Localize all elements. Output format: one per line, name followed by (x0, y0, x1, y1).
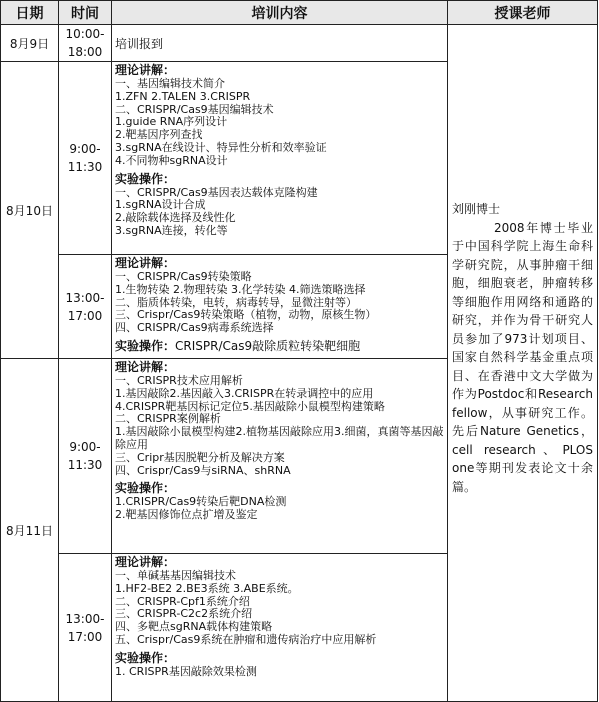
content-line: 一、单碱基基因编辑技术 (115, 569, 236, 582)
teacher-bio: 2008年博士毕业于中国科学院上海生命科学研究院，从事肿瘤干细胞，细胞衰老，肿瘤转移等细胞作用网络和通路的研究，并作为骨干研究人员参加了973计划项目、国家自然科学基金重点项目、在香港中文大学做为作为Postdoc和Research fellow，从事研究工作。先后Nature Genetics，cell research、PLOS one等期刊发表论文十余篇。 (452, 220, 593, 494)
content-line: 1.guide RNA序列设计 (115, 115, 228, 129)
time-start: 9:00- (69, 440, 101, 454)
schedule-row-registration (1, 25, 598, 62)
content-cell (112, 62, 448, 255)
content-line: 二、CRISPR-Cpf1系统介绍 (115, 594, 250, 608)
content-line: 四、CRISPR/Cas9病毒系统选择 (115, 321, 274, 335)
time-cell (59, 62, 112, 255)
practice-text: CRISPR/Cas9敲除质粒转染靶细胞 (175, 338, 361, 353)
theory-heading: 理论讲解： (115, 555, 176, 569)
content-line: 2.靶基因序列查找 (115, 128, 203, 142)
content-line: 1.sgRNA设计合成 (115, 198, 206, 212)
time-end: 17:00 (67, 308, 103, 323)
time-cell (59, 359, 112, 554)
practice-heading: 实验操作： (115, 171, 176, 186)
time-start: 13:00- (65, 290, 105, 305)
theory-heading: 理论讲解： (115, 63, 176, 77)
date-cell: 8月10日 (1, 62, 59, 359)
content-cell (112, 255, 448, 359)
content-line: 四、多靶点sgRNA载体构建策略 (115, 620, 273, 634)
content-line: 1.HF2-BE2 2.BE3系统 3.ABE系统。 (115, 581, 299, 595)
content-line: 四、Crispr/Cas9与siRNA、shRNA (115, 463, 291, 477)
date-cell: 8月9日 (1, 25, 59, 62)
content-line: 一、CRISPR/Cas9基因表达载体克隆构建 (115, 185, 318, 199)
content-line: 3.sgRNA连接，转化等 (115, 223, 228, 237)
content-line: 一、CRISPR技术应用解析 (115, 374, 243, 387)
content-line: 二、CRISPR/Cas9基因编辑技术 (115, 102, 274, 116)
header-row (1, 1, 598, 25)
content-cell (112, 359, 448, 554)
time-start: 10:00- (65, 27, 105, 41)
header-content: 培训内容 (112, 1, 448, 25)
content-line: 三、Crispr/Cas9转染策略（植物，动物，原核生物） (115, 308, 377, 322)
time-end: 11:30 (67, 160, 103, 174)
content-cell: 培训报到 (112, 25, 448, 62)
content-line: 2.靶基因修饰位点扩增及鉴定 (115, 508, 258, 522)
content-line: 4.CRISPR靶基因标记定位5.基因敲除小鼠模型构建策略 (115, 399, 385, 413)
content-line: 三、Cripr基因脱靶分析及解决方案 (115, 450, 285, 464)
teacher-name: 刘刚博士 (452, 202, 501, 216)
content-line: 1. CRISPR基因敲除效果检测 (115, 664, 257, 678)
time-start: 9:00- (69, 142, 101, 156)
date-cell: 8月11日 (1, 359, 59, 702)
header-teacher: 授课老师 (448, 1, 598, 25)
header-time: 时间 (59, 1, 112, 25)
time-cell (59, 25, 112, 62)
content-line: 2.敲除载体选择及线性化 (115, 211, 236, 225)
practice-heading: 实验操作： (115, 481, 176, 496)
time-end: 11:30 (67, 458, 103, 472)
content-line: 4.不同物种sgRNA设计 (115, 153, 228, 167)
theory-heading: 理论讲解： (115, 256, 176, 270)
time-cell (59, 554, 112, 702)
theory-heading: 理论讲解： (115, 360, 176, 374)
content-cell (112, 554, 448, 702)
practice-heading-label: 实验操作： (115, 338, 176, 353)
content-line: 1.基因敲除小鼠模型构建2.植物基因敲除应用3.细菌，真菌等基因敲除应用 (115, 425, 444, 451)
content-line: 一、基因编辑技术简介 (115, 77, 225, 90)
teacher-cell (448, 25, 598, 702)
content-line: 二、CRISPR案例解析 (115, 412, 221, 426)
content-line: 1.基因敲除2.基因敲入3.CRISPR在转录调控中的应用 (115, 386, 374, 400)
content-line: 一、CRISPR/Cas9转染策略 (115, 270, 252, 283)
time-cell (59, 255, 112, 359)
practice-heading: 实验操作： (115, 650, 176, 665)
content-line: 五、Crispr/Cas9系统在肿瘤和遗传病治疗中应用解析 (115, 632, 377, 646)
time-start: 13:00- (65, 611, 105, 626)
header-date: 日期 (1, 1, 59, 25)
content-line: 1.CRISPR/Cas9转染后靶DNA检测 (115, 495, 287, 509)
content-line: 1.ZFN 2.TALEN 3.CRISPR (115, 89, 251, 103)
time-end: 18:00 (67, 45, 103, 59)
content-line: 3.sgRNA在线设计、特异性分析和效率验证 (115, 140, 327, 154)
time-end: 17:00 (67, 629, 103, 644)
practice-heading (115, 339, 444, 354)
content-line: 三、CRISPR-C2c2系统介绍 (115, 607, 253, 621)
content-line: 二、脂质体转染，电转，病毒转导，显微注射等） (115, 295, 357, 309)
content-line: 1.生物转染 2.物理转染 3.化学转染 4.筛选策略选择 (115, 282, 366, 296)
